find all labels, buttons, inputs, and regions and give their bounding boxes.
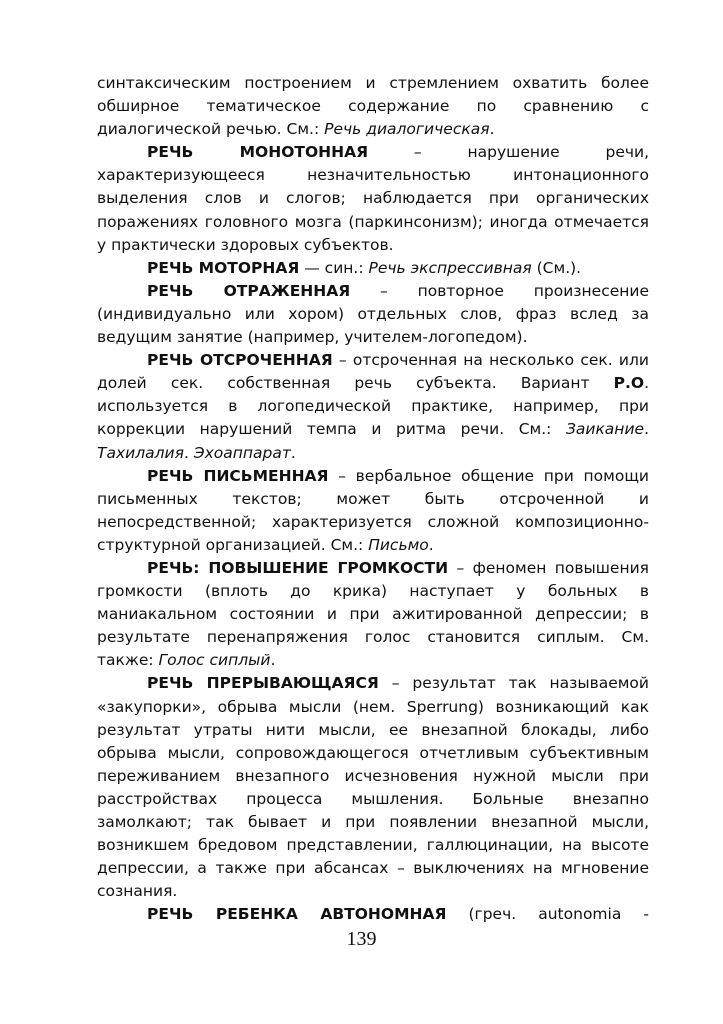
entry-text: – нарушение речи, характеризующееся незначительностью интонационного выделения слов и слогов; наблюдается при органических поражениях головного мозга (паркинсонизм); иногда отмечается у практически здоровых субъектов. bbox=[97, 143, 650, 254]
entry-text: – результат так называемой «закупорки», обрыва мысли (нем. Sperrung) возникающий как результат утраты нити мысли, ее внезапной блокады, либо обрыва мысли, сопровождающегося отчетливым субъективным переживанием внезапного исчезновения нужной мысли при расстройствах процесса мышления. Больные внезапно замолкают; так бывает и при появлении внезапной мысли, возникшем бредовом представлении, галлюцинации, на высоте депрессии, а также при абсансах – выключениях на мгновение сознания. bbox=[97, 674, 649, 901]
entry-text: . bbox=[290, 443, 296, 462]
entry-text: – повторное произнесение (индивидуально или хором) отдельных слов, фраз вслед за ведущим занятие (например, учителем-логопедом). bbox=[97, 281, 650, 347]
entry-paragraph bbox=[97, 349, 649, 464]
term-heading: РЕЧЬ ПИСЬМЕННАЯ bbox=[147, 466, 329, 485]
page-body bbox=[97, 72, 649, 926]
entry-paragraph bbox=[97, 257, 649, 280]
entry-text: . bbox=[183, 443, 194, 462]
entry-paragraph bbox=[97, 903, 649, 926]
cross-reference: Письмо bbox=[368, 535, 429, 554]
cross-reference: Заикание bbox=[565, 420, 645, 439]
page-number: 139 bbox=[346, 928, 377, 950]
cross-reference: Эхоаппарат bbox=[193, 443, 291, 462]
term-heading: Р.О bbox=[613, 374, 645, 393]
cross-reference: Речь диалогическая bbox=[324, 120, 490, 139]
term-heading: РЕЧЬ ОТРАЖЕННАЯ bbox=[147, 281, 351, 300]
entry-text: . bbox=[428, 535, 434, 554]
entry-text: – отсроченная на несколько сек. или долей сек. собственная речь субъекта. Вариант bbox=[97, 351, 649, 393]
cross-reference: Голос сиплый bbox=[158, 651, 271, 670]
entry-text: . используется в логопедической практике, например, при коррекции нарушений темпа и ритма речи. См.: bbox=[97, 374, 649, 439]
entry-text: синтаксическим построением и стремлением охватить более обширное тематическое содержание по сравнению с диалогической речью. См.: bbox=[97, 74, 649, 139]
term-heading: РЕЧЬ МОТОРНАЯ bbox=[147, 258, 300, 277]
entry-text: . bbox=[489, 120, 495, 139]
entry-text: — син.: bbox=[299, 258, 369, 277]
entry-paragraph bbox=[97, 672, 649, 903]
term-heading: РЕЧЬ РЕБЕНКА АВТОНОМНАЯ bbox=[147, 905, 447, 924]
entry-text: – вербальное общение при помощи письменных текстов; может быть отсроченной и непосредственной; характеризуется сложной композиционно-структурной организацией. См.: bbox=[97, 466, 649, 554]
entry-paragraph bbox=[97, 141, 649, 256]
term-heading: РЕЧЬ ОТСРОЧЕННАЯ bbox=[147, 351, 333, 370]
cross-reference: Речь экспрессивная bbox=[368, 258, 532, 277]
entry-text: . bbox=[270, 651, 276, 670]
entry-text: . bbox=[644, 420, 649, 439]
entry-text: (См.). bbox=[531, 258, 582, 277]
entry-paragraph bbox=[97, 280, 649, 349]
term-heading: РЕЧЬ МОНОТОННАЯ bbox=[147, 143, 369, 162]
entry-text: (греч. autonomia - bbox=[446, 905, 649, 924]
entry-paragraph bbox=[97, 557, 649, 672]
cross-reference: Тахилалия bbox=[97, 443, 184, 462]
entry-text: – феномен повышения громкости (вплоть до крика) наступает у больных в маниакальном состоянии и при ажитированной депрессии; в результате перенапряжения голос становится сиплым. См. также: bbox=[97, 558, 649, 670]
entry-paragraph bbox=[97, 465, 649, 557]
term-heading: РЕЧЬ: ПОВЫШЕНИЕ ГРОМКОСТИ bbox=[147, 558, 449, 577]
term-heading: РЕЧЬ ПРЕРЫВАЮЩАЯСЯ bbox=[147, 674, 379, 693]
entry-paragraph bbox=[97, 72, 649, 141]
